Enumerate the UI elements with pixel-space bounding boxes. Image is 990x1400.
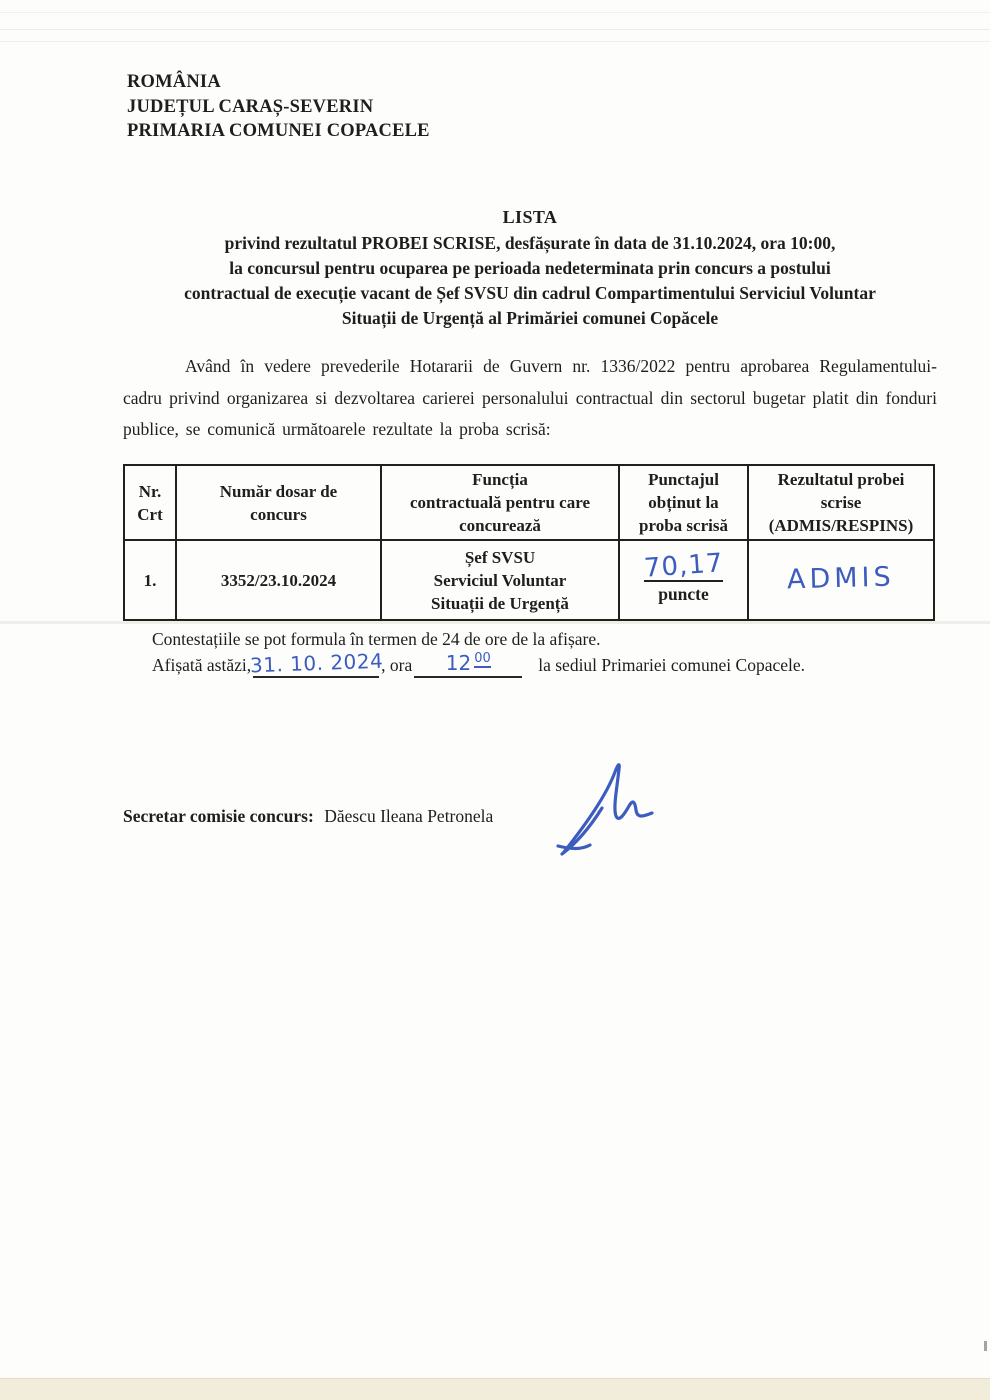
paper-bottom-edge [0, 1378, 990, 1400]
handwritten-score: 70,17 [642, 547, 725, 584]
header-functia [381, 465, 619, 540]
header-rezultat [748, 465, 934, 540]
header-line: Număr dosar de [219, 481, 338, 501]
header-line: Nr. [138, 481, 162, 501]
cell-dosar: 3352/23.10.2024 [176, 540, 381, 620]
intro-paragraph: Având în vedere prevederile Hotararii de Guvern nr. 1336/2022 pentru aprobarea Regulamentului-cadru privind organizarea si dezvoltarea carierei personalului contractual din sectorul bugetar platit din fonduri publice, se comunică următoarele rezultate la proba scrisă: [123, 356, 937, 439]
posted-prefix: Afișată astăzi, [152, 655, 252, 675]
cell-punctaj [619, 540, 748, 620]
scan-artifact-line [0, 621, 990, 624]
letterhead-country: ROMÂNIA [127, 72, 221, 92]
secretary-name: Dăescu Ileana Petronela [324, 806, 494, 826]
letterhead-county: JUDEȚUL CARAȘ-SEVERIN [127, 96, 374, 117]
results-table [123, 464, 935, 621]
header-line: (ADMIS/RESPINS) [768, 516, 914, 535]
document-subtitle-line: la concursul pentru ocuparea pe perioada nedeterminata prin concurs a postului [229, 258, 831, 278]
letterhead [127, 70, 430, 144]
header-line: proba scrisă [639, 516, 728, 535]
handwritten-minutes: 00 [474, 651, 491, 667]
handwritten-hour: 12 [445, 651, 472, 675]
document-subtitle-line: contractual de execuție vacant de Șef SVSU din cadrul Compartimentului Serviciul Voluntar [184, 283, 876, 303]
header-line: Rezultatul probei [777, 470, 905, 489]
date-blank [249, 648, 384, 678]
functie-line: Situații de Urgență [431, 593, 569, 613]
handwritten-time [446, 651, 491, 675]
table-header-row [124, 465, 934, 540]
scan-edge-mark [984, 1341, 987, 1351]
score-stack [642, 547, 725, 606]
handwritten-date: 31. 10. 2024 [249, 648, 384, 678]
scan-artifact-line [0, 12, 990, 13]
letterhead-institution: PRIMARIA COMUNEI COPACELE [127, 121, 430, 141]
cell-functie [381, 540, 619, 620]
functie-line: Serviciul Voluntar [433, 570, 567, 590]
signature-scribble [548, 750, 668, 865]
score-unit-label: puncte [644, 580, 723, 606]
header-numar-dosar [176, 465, 381, 540]
handwritten-result: ADMIS [786, 561, 896, 596]
title-block [123, 206, 937, 331]
scan-artifact-line [0, 41, 990, 42]
document-title: LISTA [502, 207, 558, 227]
contestation-text: Contestațiile se pot formula în termen de 24 de ore de la afișare. [152, 629, 601, 649]
header-line: obținut la [648, 493, 719, 512]
table-row [124, 540, 934, 620]
header-punctaj [619, 465, 748, 540]
header-line: contractuală pentru care [409, 493, 591, 512]
functie-line: Șef SVSU [464, 547, 536, 567]
document-subtitle-line: Situații de Urgență al Primăriei comunei Copăcele [341, 308, 719, 328]
header-nr-crt [124, 465, 176, 540]
header-line: concurs [250, 504, 307, 524]
cell-nr: 1. [124, 540, 176, 620]
header-line: scrise [820, 493, 862, 512]
secretary-line [123, 806, 493, 827]
document-subtitle-line: privind rezultatul PROBEI SCRISE, desfășurate în data de 31.10.2024, ora 10:00, [224, 233, 836, 253]
posted-suffix: la sediul Primariei comunei Copacele. [538, 655, 806, 675]
header-line: concurează [459, 516, 541, 535]
secretary-label: Secretar comisie concurs: [123, 806, 314, 826]
posted-comma-ora: , ora [381, 655, 413, 675]
header-line: Crt [137, 504, 163, 524]
time-blank [414, 652, 522, 678]
header-line: Punctajul [648, 470, 719, 489]
cell-rezultat [748, 540, 934, 620]
header-line: Funcția [472, 470, 528, 489]
posted-line [152, 648, 806, 678]
scan-artifact-line [0, 29, 990, 30]
